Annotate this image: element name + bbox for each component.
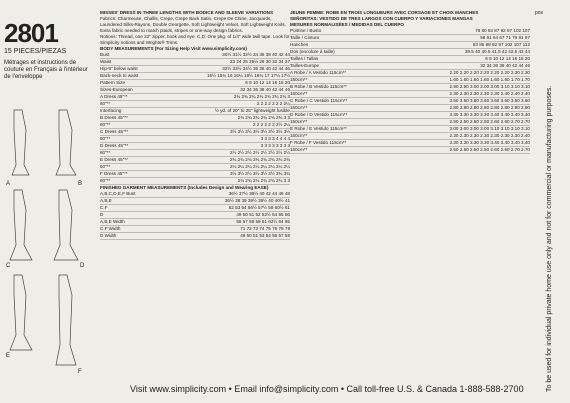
- finished-rows: [100, 191, 290, 240]
- table-row: [290, 70, 530, 77]
- table-row: [290, 63, 530, 70]
- row-values: 3 3 3 3 3 3 3 3: [260, 143, 290, 148]
- row-label: E Dress 45"**: [100, 157, 128, 162]
- row-values: 1.60 1.60 1.60 1.60 1.60 1.60 1.70 1.70: [449, 77, 530, 82]
- row-values: 2.30 2.30 2.30 2.30 2.30 2.40 2.40 2.40: [449, 91, 530, 96]
- table-row: [100, 94, 290, 101]
- row-values: 71 72 73 74 75 76 78 79: [240, 226, 290, 231]
- row-values: 3.00 3.00 3.00 3.00 3.10 3.10 3.10 3.10: [449, 126, 530, 131]
- table-row: [100, 122, 290, 129]
- left-column: [0, 0, 98, 403]
- metric-header: MESURES NORMALISÉES / MEDIDAS DEL CUERPO: [290, 22, 405, 27]
- row-label: 60"**: [100, 101, 111, 106]
- english-rows: [100, 52, 290, 185]
- table-row: [290, 28, 530, 35]
- row-values: 36½ 38 39 39½ 39½ 40 40½ 41: [224, 198, 290, 203]
- table-row: [290, 84, 530, 91]
- row-label: B Dress 45"**: [100, 115, 128, 120]
- body-measure-header: BODY MEASUREMENTS (For Sizing Help Visit www.simplicity.com): [100, 46, 247, 51]
- row-label: 60"**: [100, 136, 111, 141]
- row-label: A,B,E Width: [100, 219, 125, 224]
- label-a: A: [6, 181, 11, 187]
- row-values: 83 85 88 92 97 102 107 112: [472, 42, 530, 47]
- row-values: 2.20 2.20 2.20 2.20 2.20 2.20 2.30 2.30: [449, 70, 530, 75]
- row-label: F Robe / F Vestido 115cm**: [290, 140, 347, 145]
- row-label: Interfacing: [100, 108, 122, 113]
- row-label: Poitrine / Busto: [290, 28, 322, 33]
- notions-text: Notions: Thread, one 22" zipper, hook and eye. C,D: One pkg. of 1/4" wide twill tape. Look for Simplicity notions and Wrights® Trims.: [100, 34, 290, 45]
- table-row: [100, 226, 290, 233]
- table-row: [290, 147, 530, 154]
- row-values: 2.80 2.80 2.80 2.80 2.80 2.80 2.90 2.90: [449, 105, 530, 110]
- row-values: 2¼ 2¼ 2¼ 2¼ 2¼ 2¼ 2¼ 2¼: [229, 164, 290, 169]
- table-row: [290, 119, 530, 126]
- row-values: 36½ 37½ 38½ 40 42 44 46 48: [228, 191, 290, 196]
- finished-header: FINISHED GARMENT MEASUREMENTS (Includes Design and Wearing EASE): [100, 185, 269, 190]
- row-label: A,B,C,D,E,F Bust: [100, 191, 136, 196]
- table-row: [100, 136, 290, 143]
- row-values: 3½ 3½ 3½ 3½ 3½ 3½ 3½ 3½: [229, 129, 290, 134]
- row-values: 2.30 2.30 2.30 2.30 2.30 2.30 2.30 2.40: [449, 133, 530, 138]
- table-row: [100, 59, 290, 66]
- row-values: ½ yd. of 20" to 25" lightweight fusible: [214, 108, 290, 113]
- row-values: 2¾ 2¾ 2¾ 2¾ 2¾ 2¾ 3 3: [237, 178, 290, 183]
- disclaimer-text: To be used for individual private home use only and not for commercial or manufacturing purposes.: [546, 85, 553, 392]
- row-values: 56 57 58 59 61 62½ 64 65: [236, 219, 290, 224]
- row-label: 150cm**: [290, 133, 308, 138]
- row-label: Pattern Size: [100, 80, 126, 85]
- row-label: Back-neck to waist: [100, 73, 139, 78]
- row-label: C Dress 45"**: [100, 129, 129, 134]
- fabrics-text: Fabrics: Charmeuse, Challis, Crepe, Crepe Back Satin, Crepe De Chine, Jacquards, Laundered Silks-Rayons, Double Georgette, Soft Lightweight Velvet, Soft Lightweight Knits. Extra fabric needed to match plaids, stripes or one-way design fabrics.: [100, 16, 286, 33]
- table-row: [100, 108, 290, 115]
- table-row: [100, 219, 290, 226]
- row-values: 32½ 33½ 34½ 36 38 40 42 44 46: [222, 66, 290, 71]
- row-label: 150cm**: [290, 119, 308, 124]
- table-row: [290, 98, 530, 105]
- table-row: [290, 91, 530, 98]
- row-values: 3 3 3 3 4 4 4 4: [260, 136, 290, 141]
- table-row: [100, 164, 290, 171]
- row-label: 150cm**: [290, 105, 308, 110]
- row-values: 2½ 2½ 2½ 2½ 2½ 2½ 2½ 2½: [229, 150, 290, 155]
- table-row: [100, 73, 290, 80]
- row-label: E Robe / E Vestido 115cm**: [290, 126, 347, 131]
- table-row: [290, 140, 530, 147]
- row-label: Sizes-European: [100, 87, 133, 92]
- table-row: [100, 150, 290, 157]
- label-b: B: [78, 181, 83, 187]
- table-row: [100, 198, 290, 205]
- row-values: 2.50 2.50 2.50 2.50 2.60 2.60 2.70 2.70: [449, 147, 530, 152]
- table-row: [290, 49, 530, 56]
- spanish-title: SEÑORITAS: VESTIDO DE TRES LARGOS CON CUERPO Y VARIACIONES MANGAS: [290, 16, 473, 21]
- row-label: A Dress 45"**: [100, 94, 128, 99]
- row-label: D: [100, 212, 104, 217]
- row-label: D Dress 45"**: [100, 143, 129, 148]
- table-row: [290, 77, 530, 84]
- french-spanish-chart: [290, 10, 530, 380]
- row-label: Dos (encolure à taille): [290, 49, 335, 54]
- row-label: 150cm**: [290, 91, 308, 96]
- table-row: [100, 115, 290, 122]
- table-row: [100, 101, 290, 108]
- row-label: A Robe / A Vestido 115cm**: [290, 70, 347, 75]
- row-label: B Robe / B Vestido 115cm**: [290, 84, 347, 89]
- row-values: 15½ 15¾ 16 16¼ 16½ 16¾ 17 17¼ 17½: [206, 73, 290, 78]
- row-values: 2¾ 2¾ 2¾ 2¾ 2¾ 2¾ 2¾ 3: [233, 94, 290, 99]
- row-values: 3.30 3.30 3.30 3.30 3.40 3.40 3.40 3.40: [449, 140, 530, 145]
- side-disclaimer: [538, 0, 566, 403]
- row-label: 60"**: [100, 150, 111, 155]
- french-title: JEUNE FEMME: ROBE EN TROIS LONGUEURS AVEC CORSAGE ET CHOIX MANCHES: [290, 10, 479, 15]
- row-values: 78 80 83 87 92 97 102 107: [475, 28, 530, 33]
- row-values: 39.5 40 40.5 41.5 42 42.5 43 44: [464, 49, 530, 54]
- row-values: 30½ 31½ 32½ 34 36 38 40 42 44: [222, 52, 290, 57]
- row-label: Tailles / Tallas: [290, 56, 319, 61]
- table-row: [290, 133, 530, 140]
- table-row: [100, 66, 290, 73]
- row-values: 2 2 2 2 2 2 2½ 2¼: [252, 122, 290, 127]
- table-row: [100, 171, 290, 178]
- row-label: D Robe / D Vestido 115cm**: [290, 112, 348, 117]
- row-label: 60"**: [100, 178, 111, 183]
- english-yardage-chart: [100, 10, 290, 380]
- metric-rows: [290, 28, 530, 154]
- label-f: F: [78, 369, 82, 375]
- row-values: 49 50 51 52 52½ 54 55 56: [236, 212, 290, 217]
- row-values: 23 24 25 26½ 28 30 32 34 37: [229, 59, 290, 64]
- row-values: 2¾ 2¾ 2¾ 2¾ 2¾ 2¾ 3 3: [237, 115, 290, 120]
- table-row: [100, 52, 290, 59]
- row-values: 58 61 64 67 71 76 81 87: [480, 35, 530, 40]
- row-label: C,F Width: [100, 226, 121, 231]
- row-label: 150cm**: [290, 147, 308, 152]
- table-row: [290, 126, 530, 133]
- row-label: Hanches: [290, 42, 309, 47]
- gutter-mark: pos: [535, 10, 544, 16]
- table-row: [290, 112, 530, 119]
- row-values: 3½ 3½ 3½ 3½ 3½ 3½ 3¾ 3¾: [229, 171, 290, 176]
- table-row: [100, 129, 290, 136]
- pieces-count: 15 PIECES/PIEZAS: [4, 48, 67, 55]
- row-label: Bust: [100, 52, 110, 57]
- table-row: [100, 178, 290, 185]
- table-row: [100, 212, 290, 219]
- row-label: Hip-9" below waist: [100, 66, 138, 71]
- row-values: 2.50 2.50 2.50 2.50 2.60 2.60 2.70 2.70: [449, 119, 530, 124]
- table-row: [100, 87, 290, 94]
- row-values: 2¾ 2¾ 2¾ 2¾ 2¾ 2¾ 2¾ 2¾: [229, 157, 290, 162]
- table-row: [100, 191, 290, 198]
- table-row: [290, 56, 530, 63]
- table-row: [100, 143, 290, 150]
- table-row: [290, 42, 530, 49]
- table-row: [290, 105, 530, 112]
- row-values: 3.30 3.30 3.30 3.30 3.40 3.40 3.40 3.40: [449, 112, 530, 117]
- label-e: E: [6, 353, 11, 359]
- row-label: C Robe / C Vestido 115cm**: [290, 98, 348, 103]
- table-row: [100, 157, 290, 164]
- table-row: [100, 80, 290, 87]
- row-values: 2.90 2.90 3.00 3.00 3.00 3.10 3.10 3.10: [449, 84, 530, 89]
- table-row: [290, 35, 530, 42]
- row-label: Waist: [100, 59, 112, 64]
- row-label: A,B,E: [100, 198, 112, 203]
- row-values: 52 53 54 56½ 57½ 58 60½ 61: [228, 205, 290, 210]
- row-values: 49 50 51 53 54 55 57 58: [240, 233, 290, 238]
- row-label: 60"**: [100, 122, 111, 127]
- pattern-number: 2801: [4, 18, 58, 48]
- english-title: MISSES' DRESS IN THREE LENGTHS WITH BODICE AND SLEEVE VARIATIONS: [100, 10, 274, 15]
- row-label: D Width: [100, 233, 117, 238]
- footer-contact: Visit www.simplicity.com • Email info@simplicity.com • Call toll-free U.S. & Canada 1-888-588-2700: [130, 384, 524, 394]
- french-note: Métrages et instructions de couture en Français à l'intérieur de l'enveloppe: [4, 60, 88, 80]
- row-values: 32 34 36 38 40 42 44 46: [480, 63, 530, 68]
- label-c: C: [6, 263, 11, 269]
- row-label: F Dress 45"**: [100, 171, 128, 176]
- row-values: 3.50 3.50 3.60 3.60 3.60 3.60 3.60 3.60: [449, 98, 530, 103]
- table-row: [100, 205, 290, 212]
- row-values: 6 8 10 12 14 16 18 20: [485, 56, 530, 61]
- row-label: Taille / Cintura: [290, 35, 320, 40]
- row-values: 32 34 36 38 40 42 44 46: [240, 87, 290, 92]
- row-values: 6 8 10 12 14 16 18 20: [245, 80, 290, 85]
- row-label: 150cm**: [290, 77, 308, 82]
- row-label: 60"**: [100, 164, 111, 169]
- row-values: 2 2 2 2 2 2 2 2¼: [256, 101, 290, 106]
- row-label: Tailles-Europe: [290, 63, 320, 68]
- table-row: [100, 233, 290, 240]
- row-label: C,F: [100, 205, 108, 210]
- garment-sketches: [4, 105, 96, 395]
- label-d: D: [80, 263, 85, 269]
